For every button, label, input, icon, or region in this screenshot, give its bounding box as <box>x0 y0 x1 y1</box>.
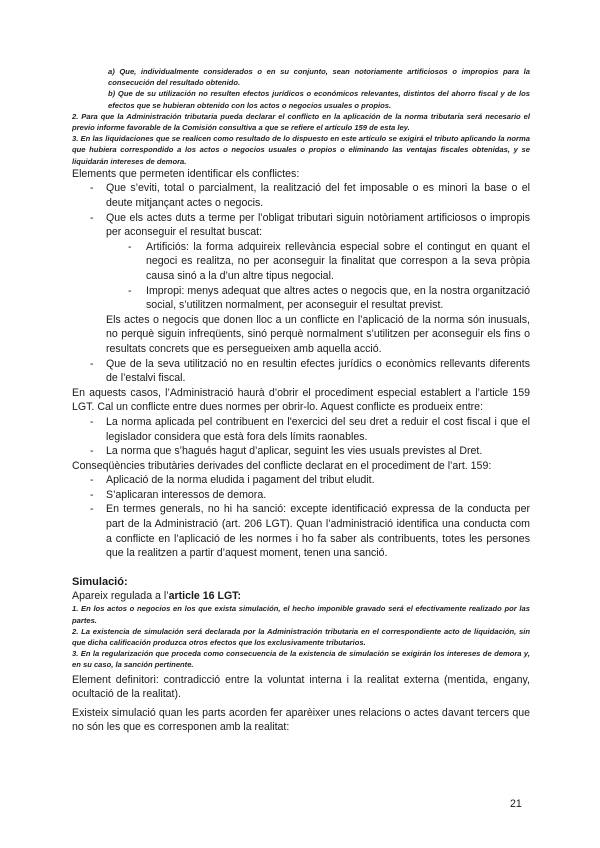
simulacio-definition: Existeix simulació quan les parts acorden fer aparèixer unes relacions o actes davant tercers que no són les que es corresponen amb la realitat: <box>72 706 530 734</box>
law-paragraph-2: 2. La existencia de simulación será declarada por la Administración tributaria en el correspondiente acto de liquidación, sin que dicha calificación produzca otros efectos que los exclusivamente tributarios. <box>72 626 530 648</box>
procedure-paragraph: En aquests casos, l’Administració haurà d’obrir el procediment especial establert a l’article 159 LGT. Cal un conflicte entre dues normes per obrir-lo. Aquest conflicte es produeix entre: <box>72 386 530 414</box>
document-page <box>72 66 530 735</box>
list-item: - Que els actes duts a terme per l’obligat tributari siguin notòriament artificiosos o impropis per aconseguir el resultat buscat: <box>90 211 530 239</box>
indented-paragraph: Els actes o negocis que donen lloc a un conflicte en l’aplicació de la norma són inusuals, no perquè siguin infreqüents, sinó perquè normalment s’utilitzen per aconseguir els fins o resultats concrets que es persegueixen amb aquella acció. <box>106 313 530 355</box>
list-item: - La norma que s’hagués hagut d’aplicar, seguint les vies usuals previstes al Dret. <box>90 445 483 458</box>
law-paragraph-3: 3. En las liquidaciones que se realicen como resultado de lo dispuesto en este artículo se exigirá el tributo aplicando la norma que hubiera correspondido a los actos o negocios usuales o propios o eliminando las ventajas fiscales obtenidas, y se liquidarán intereses de demora. <box>72 134 530 166</box>
sub-list-item: - Artificiós: la forma adquireix rellevància especial sobre el contingut en quant el negoci es realitza, no per aconseguir la finalitat que correspon a la seva pròpia causa sinó a la d’un altre tipus negocial. <box>128 240 530 282</box>
elements-intro: Elements que permeten identificar els conflictes: <box>72 167 300 180</box>
list-item: - Que de la seva utilització no en resultin efectes jurídics o econòmics rellevants diferents de l’estalvi fiscal. <box>90 357 530 385</box>
list-item: - S’aplicaran interessos de demora. <box>90 488 267 501</box>
section-heading-simulacio: Simulació: <box>72 575 128 588</box>
law-point-a: a) Que, individualmente considerados o en su conjunto, sean notoriamente artificiosos o impropios para la consecución del resultado obtenido. <box>108 67 530 88</box>
regulation-line: Apareix regulada a l’article 16 LGT: <box>72 589 242 602</box>
law-paragraph-3: 3. En la regularización que proceda como consecuencia de la existencia de simulación se exigirán los intereses de demora y, en su caso, la sanción pertinente. <box>72 649 530 670</box>
sub-list-item: - Impropi: menys adequat que altres actes o negocis que, en la nostra organització social, s’utilitzen normalment, per aconseguir el resultat previst. <box>128 284 530 312</box>
consequences-intro: Conseqüències tributàries derivades del conflicte declarat en el procediment de l’art. 159: <box>72 459 492 472</box>
list-item: - La norma aplicada pel contribuent en l'exercici del seu dret a reduir el cost fiscal i que el legislador considera que està fora dels límits raonables. <box>90 415 530 443</box>
law-point-b: b) Que de su utilización no resulten efectos jurídicos o económicos relevantes, distintos del ahorro fiscal y de los efectos que se hubieran obtenido con los actos o negocios usuales o propios. <box>108 89 530 110</box>
law-paragraph-2: 2. Para que la Administración tributaria pueda declarar el conflicto en la aplicación de la norma tributaria será necesario el previo informe favorable de la Comisión consultiva a que se refiere el artículo 159 de esta ley. <box>72 111 530 133</box>
list-item: - Aplicació de la norma eludida i pagament del tribut eludit. <box>90 474 375 487</box>
page-number: 21 <box>510 798 522 810</box>
element-definitori: Element definitori: contradicció entre la voluntat interna i la realitat externa (mentida, engany, ocultació de la realitat). <box>72 673 530 701</box>
list-item: - Que s’eviti, total o parcialment, la realització del fet imposable o es minori la base o el deute mitjançant actes o negocis. <box>90 182 530 210</box>
law-paragraph-1: 1. En los actos o negocios en los que exista simulación, el hecho imponible gravado será el efectivamente realizado por las partes. <box>72 604 530 625</box>
list-item: - En termes generals, no hi ha sanció: excepte identificació expressa de la conducta per part de la Administració (art. 206 LGT). Quan l’administració identifica una conducta com a conflicte en l’aplicació de les normes i ho fa saber als contribuents, totes les persones que la realitzen a partir d’aquest moment, tenen una sanció. <box>90 503 530 560</box>
